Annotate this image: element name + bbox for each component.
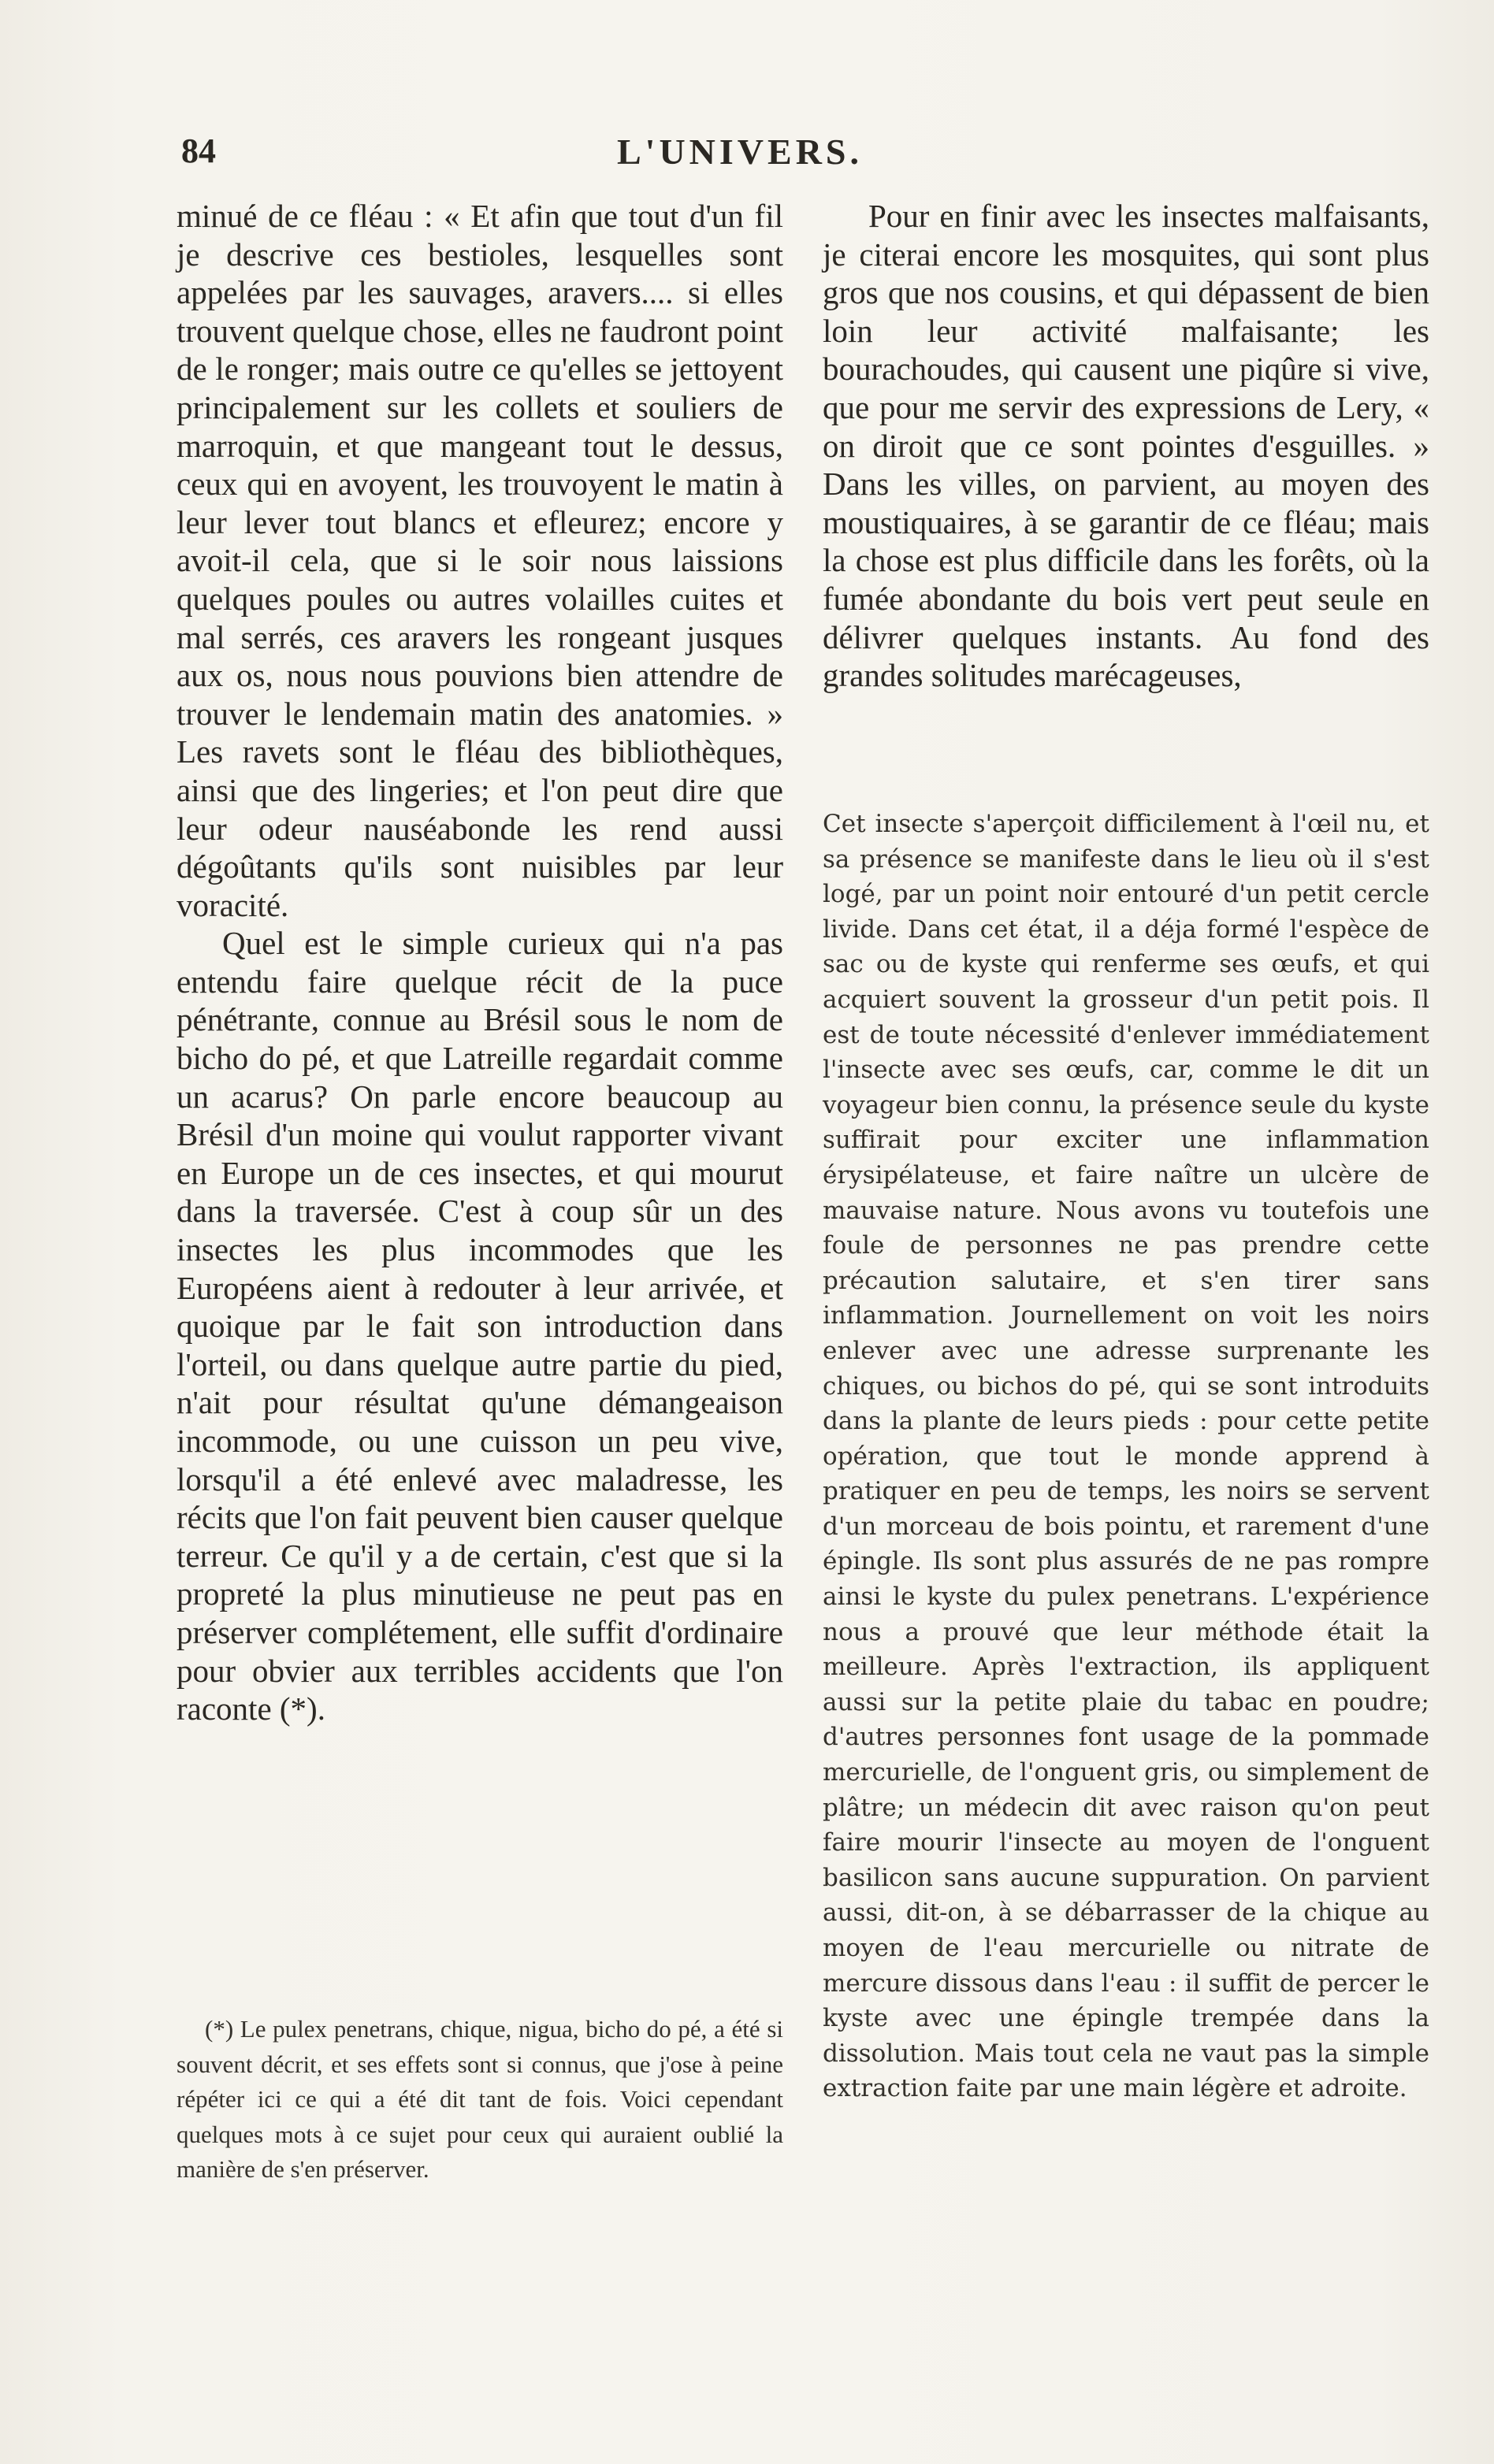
left-paragraph-2: Quel est le simple curieux qui n'a pas entendu faire quelque récit de la puce pénétrante, connue au Brésil sous le nom de bicho do pé, et que Latreille regardait comme un acarus? On parle encore beaucoup au Brésil d'un moine qui voulut rapporter vivant en Europe un de ces insectes, et qui mourut dans la traversée. C'est à coup sûr un des insectes les plus incommodes que les Européens aient à redouter à leur arrivée, et quoique par le fait son introduction dans l'orteil, ou dans quelque autre partie du pied, n'ait pour résultat qu'une démangeaison incommode, ou une cuisson un peu vive, lorsqu'il a été enlevé avec maladresse, les récits que l'on fait peuvent bien causer quelque terreur. Ce qu'il y a de certain, c'est que si la propreté la plus minutieuse ne peut pas en préserver complétement, elle suffit d'ordinaire pour obvier aux terribles accidents que l'on raconte (*). bbox=[177, 925, 783, 1727]
footnote-start bbox=[177, 2012, 783, 2188]
left-paragraph-1: minué de ce fléau : « Et afin que tout d'un fil je descrive ces bestioles, lesquelles sont appelées par les sauvages, aravers.... si elles trouvent quelque chose, elles ne faudront point de le ronger; mais outre ce qu'elles se jettoyent principalement sur les collets et souliers de marroquin, et que mangeant tout le dessus, ceux qui en avoyent, les trouvoyent le matin à leur lever tout blancs et efleurez; encore y avoit-il cela, que si le soir nous laissions quelques poules ou autres volailles cuites et mal serrés, ces aravers les rongeant jusques aux os, nous nous pouvions bien attendre de trouver le lendemain matin des anatomies. » Les ravets sont le fléau des bibliothèques, ainsi que des lingeries; et l'on peut dire que leur odeur nauséabonde les rend aussi dégoûtants qu'ils sont nuisibles par leur voracité. bbox=[177, 198, 783, 923]
footnote-continued bbox=[823, 807, 1429, 2106]
right-column bbox=[823, 197, 1429, 695]
running-title: L'UNIVERS. bbox=[616, 132, 863, 172]
footnote-continued-text: Cet insecte s'aperçoit difficilement à l'œil nu, et sa présence se manifeste dans le lieu où il s'est logé, par un point noir entouré d'un petit cercle livide. Dans cet état, il a déja formé l'espèce de sac ou de kyste qui renferme ses œufs, et qui acquiert souvent la grosseur d'un petit pois. Il est de toute nécessité d'enlever immédiatement l'insecte avec ses œufs, car, comme le dit un voyageur bien connu, la présence seule du kyste suffirait pour exciter une inflammation érysipélateuse, et faire naître un ulcère de mauvaise nature. Nous avons vu toutefois une foule de personnes ne pas prendre cette précaution salutaire, et s'en tirer sans inflammation. Journellement on voit les noirs enlever avec une adresse surprenante les chiques, ou bichos do pé, qui se sont introduits dans la plante de leurs pieds : pour cette petite opération, que tout le monde apprend à pratiquer en peu de temps, les noirs se servent d'un morceau de bois pointu, et rarement d'une épingle. Ils sont plus assurés de ne pas rompre ainsi le kyste du pulex penetrans. L'expérience nous a prouvé que leur méthode était la meilleure. Après l'extraction, ils appliquent aussi sur la petite plaie du tabac en poudre; d'autres personnes font usage de la pommade mercurielle, de l'onguent gris, ou simplement de plâtre; un médecin dit avec raison qu'on peut faire mourir l'insecte au moyen de l'onguent basilicon sans aucune suppuration. On parvient aussi, dit-on, à se débarrasser de la chique au moyen de l'eau mercurielle ou nitrate de mercure dissous dans l'eau : il suffit de percer le kyste avec une épingle trempée dans la dissolution. Mais tout cela ne vaut pas la simple extraction faite par une main légère et adroite. bbox=[823, 810, 1429, 2103]
page-header bbox=[178, 126, 1302, 181]
left-column bbox=[177, 197, 783, 1728]
footnote-text: (*) Le pulex penetrans, chique, nigua, bicho do pé, a été si souvent décrit, et ses effets sont si connus, que j'ose à peine répéter ici ce qui a été dit tant de fois. Voici cependant quelques mots à ce sujet pour ceux qui auraient oublié la manière de s'en préserver. bbox=[177, 2015, 783, 2184]
right-paragraph-1: Pour en finir avec les insectes malfaisants, je citerai encore les mosquites, qui sont plus gros que nos cousins, et qui dépassent de bien loin leur activité malfaisante; les bourachoudes, qui causent une piqûre si vive, que pour me servir des expressions de Lery, « on diroit que ce sont pointes d'esguilles. » Dans les villes, on parvient, au moyen des moustiquaires, à se garantir de ce fléau; mais la chose est plus difficile dans les forêts, où la fumée abondante du bois vert peut seule en délivrer quelques instants. Au fond des grandes solitudes marécageuses, bbox=[823, 198, 1429, 694]
page-number: 84 bbox=[181, 132, 216, 170]
